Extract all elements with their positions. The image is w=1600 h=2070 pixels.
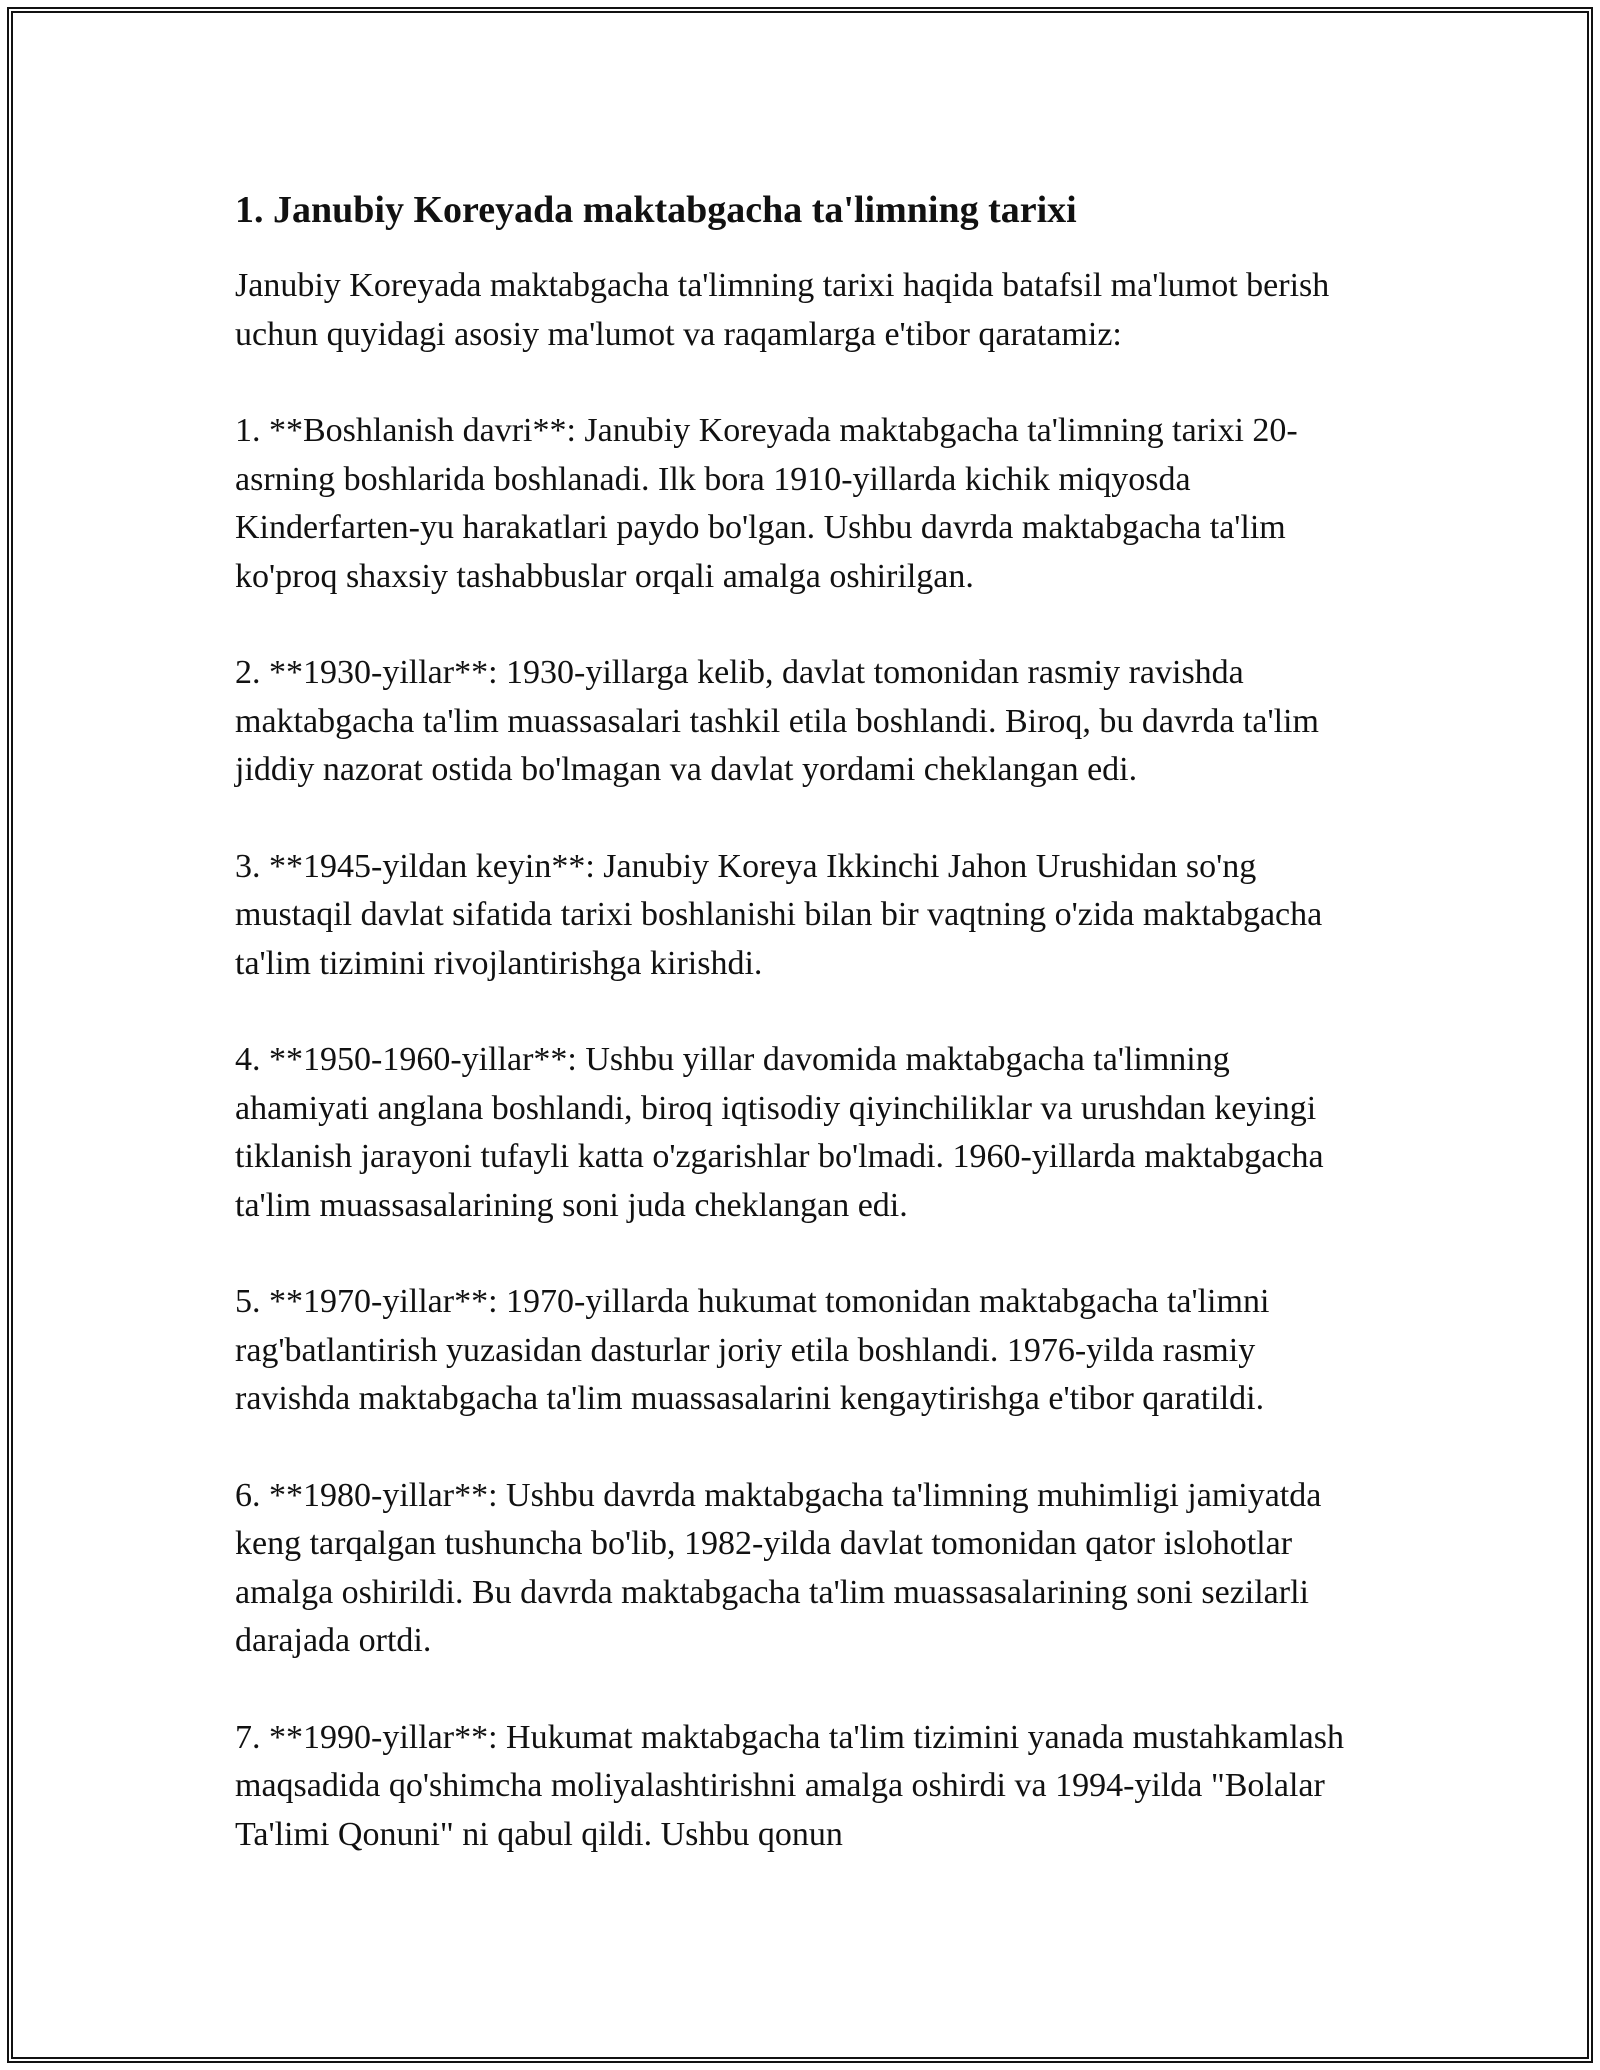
history-item-3: 3. **1945-yildan keyin**: Janubiy Koreya Ikkinchi Jahon Urushidan so'ng mustaqil davlat sifatida tarixi boshlanishi bilan bir vaqtning o'zida maktabgacha ta'lim tizimini rivojlantirishga kirishdi.	[235, 847, 1323, 982]
section-heading: 1. Janubiy Koreyada maktabgacha ta'limning tarixi	[235, 189, 1077, 231]
history-item-6: 6. **1980-yillar**: Ushbu davrda maktabgacha ta'limning muhimligi jamiyatda keng tarqalgan tushuncha bo'lib, 1982-yilda davlat tomonidan qator islohotlar amalga oshirildi. Bu davrda maktabgacha ta'lim muassasalarining soni sezilarli darajada ortdi.	[235, 1476, 1322, 1659]
intro-paragraph: Janubiy Koreyada maktabgacha ta'limning tarixi haqida batafsil ma'lumot berish uchun quyidagi asosiy ma'lumot va raqamlarga e'tibor qaratamiz:	[235, 267, 1330, 353]
history-item-5: 5. **1970-yillar**: 1970-yillarda hukumat tomonidan maktabgacha ta'limni rag'batlantirish yuzasidan dasturlar joriy etila boshlandi. 1976-yilda rasmiy ravishda maktabgacha ta'lim muassasalarini kengaytirishga e'tibor qaratildi.	[235, 1283, 1270, 1417]
history-item-2: 2. **1930-yillar**: 1930-yillarga kelib, davlat tomonidan rasmiy ravishda maktabgacha ta'lim muassasalari tashkil etila boshlandi. Biroq, bu davrda ta'lim jiddiy nazorat ostida bo'lmagan va davlat yordami cheklangan edi.	[235, 654, 1319, 788]
history-item-4: 4. **1950-1960-yillar**: Ushbu yillar davomida maktabgacha ta'limning ahamiyati anglana boshlandi, biroq iqtisodiy qiyinchiliklar va urushdan keyingi tiklanish jarayoni tufayli katta o'zgarishlar bo'lmadi. 1960-yillarda maktabgacha ta'lim muassasalarining soni juda cheklangan edi.	[235, 1041, 1324, 1224]
document-content	[235, 186, 1365, 1859]
history-item-7: 7. **1990-yillar**: Hukumat maktabgacha ta'lim tizimini yanada mustahkamlash maqsadida qo'shimcha moliyalashtirishni amalga oshirdi va 1994-yilda "Bolalar Ta'limi Qonuni" ni qabul qildi. Ushbu qonun	[235, 1718, 1344, 1853]
history-item-1: 1. **Boshlanish davri**: Janubiy Koreyada maktabgacha ta'limning tarixi 20-asrning boshlarida boshlanadi. Ilk bora 1910-yillarda kichik miqyosda Kinderfarten-yu harakatlari paydo bo'lgan. Ushbu davrda maktabgacha ta'lim ko'proq shaxsiy tashabbuslar orqali amalga oshirilgan.	[235, 412, 1298, 595]
